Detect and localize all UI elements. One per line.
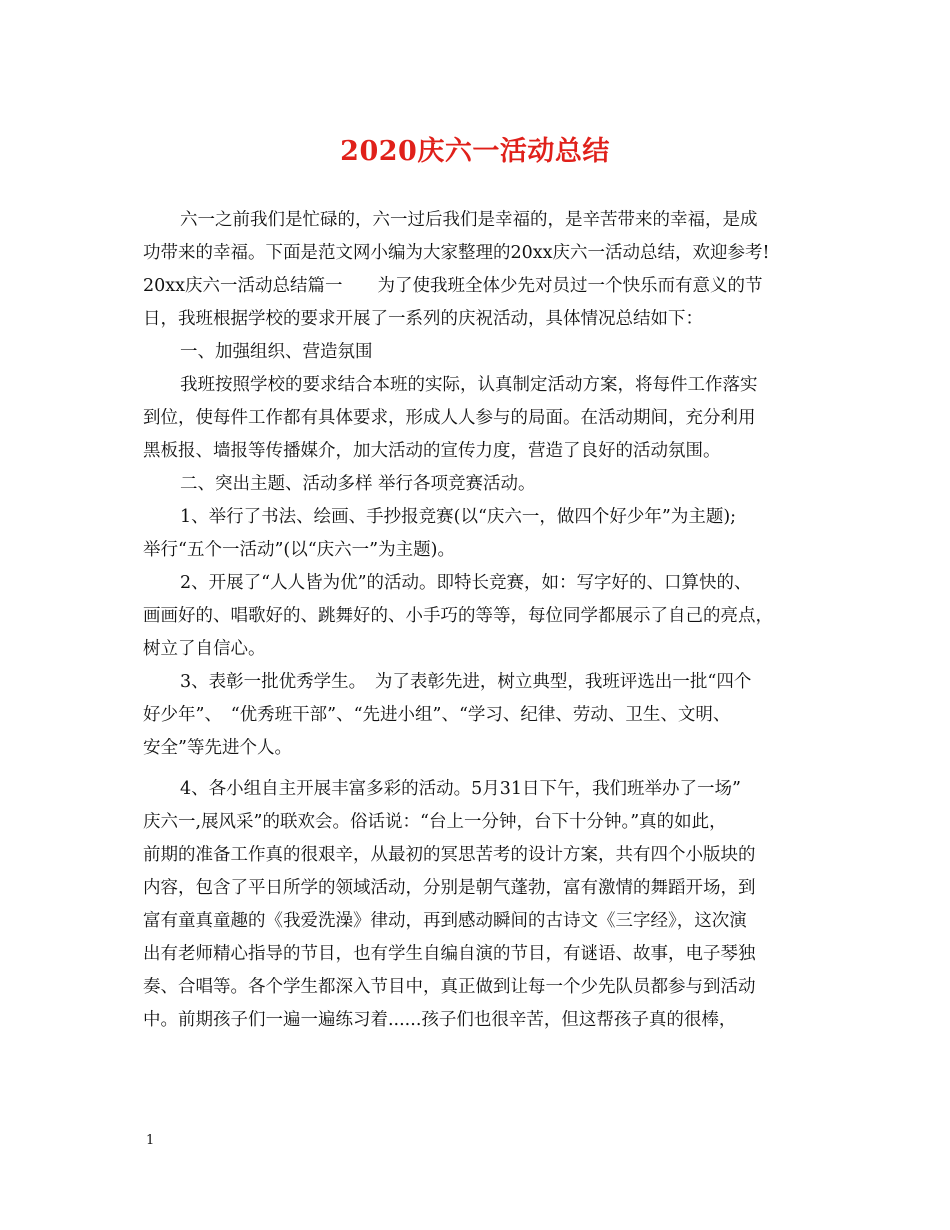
document-title: 2020庆六一活动总结 [340,136,610,167]
paragraph-line: 画画好的、唱歌好的、跳舞好的、小手巧的等等，每位同学都展示了自己的亮点， [143,606,773,626]
paragraph-line: 安全”等先进个人。 [143,738,292,758]
paragraph-line: 出有老师精心指导的节目，也有学生自编自演的节目，有谜语、故事，电子琴独 [143,944,756,964]
section-heading: 二、突出主题、活动多样 举行各项竞赛活动。 [180,474,536,494]
paragraph-line: 2、开展了“人人皆为优”的活动。即特长竞赛，如：写字好的、口算快的、 [180,573,752,593]
paragraph-line: 我班按照学校的要求结合本班的实际，认真制定活动方案，将每件工作落实 [180,375,758,395]
paragraph-line: 庆六一,展风采”的联欢会。俗话说：“台上一分钟，台下十分钟。”真的如此， [143,812,727,832]
paragraph-line: 奏、合唱等。各个学生都深入节目中，真正做到让每一个少先队员都参与到活动 [143,977,756,997]
page-number: 1 [146,1133,155,1148]
paragraph-line: 到位，使每件工作都有具体要求，形成人人参与的局面。在活动期间，充分利用 [143,408,756,428]
paragraph-line: 20xx庆六一活动总结篇一 为了使我班全体少先对员过一个快乐而有意义的节 [143,276,763,296]
paragraph-line: 前期的准备工作真的很艰辛，从最初的冥思苦考的设计方案，共有四个小版块的 [143,845,756,865]
paragraph-line: 六一之前我们是忙碌的，六一过后我们是幸福的，是辛苦带来的幸福，是成 [180,210,758,230]
paragraph-line: 黑板报、墙报等传播媒介，加大活动的宣传力度，营造了良好的活动氛围。 [143,441,721,461]
paragraph-line: 日，我班根据学校的要求开展了一系列的庆祝活动，具体情况总结如下： [143,309,703,329]
paragraph-line: 功带来的幸福。下面是范文网小编为大家整理的20xx庆六一活动总结，欢迎参考! [143,243,770,263]
section-heading: 一、加强组织、营造氛围 [180,342,373,362]
paragraph-line: 3、表彰一批优秀学生。 为了表彰先进，树立典型，我班评选出一批“四个 [180,672,752,692]
paragraph-line: 中。前期孩子们一遍一遍练习着......孩子们也很辛苦，但这帮孩子真的很棒， [143,1010,737,1030]
paragraph-line: 1、举行了书法、绘画、手抄报竞赛(以“庆六一，做四个好少年”为主题); [180,507,737,527]
paragraph-line: 富有童真童趣的《我爱洗澡》律动，再到感动瞬间的古诗文《三字经》，这次演 [143,911,747,931]
paragraph-line: 4、各小组自主开展丰富多彩的活动。5月31日下午，我们班举办了一场” [180,779,741,799]
paragraph-line: 树立了自信心。 [143,639,266,659]
paragraph-line: 内容，包含了平日所学的领域活动，分别是朝气蓬勃，富有激情的舞蹈开场，到 [143,878,756,898]
paragraph-line: 好少年”、 “优秀班干部”、“先进小组”、“学习、纪律、劳动、卫生、文明、 [143,705,731,725]
paragraph-line: 举行“五个一活动”(以“庆六一”为主题)。 [143,540,455,560]
